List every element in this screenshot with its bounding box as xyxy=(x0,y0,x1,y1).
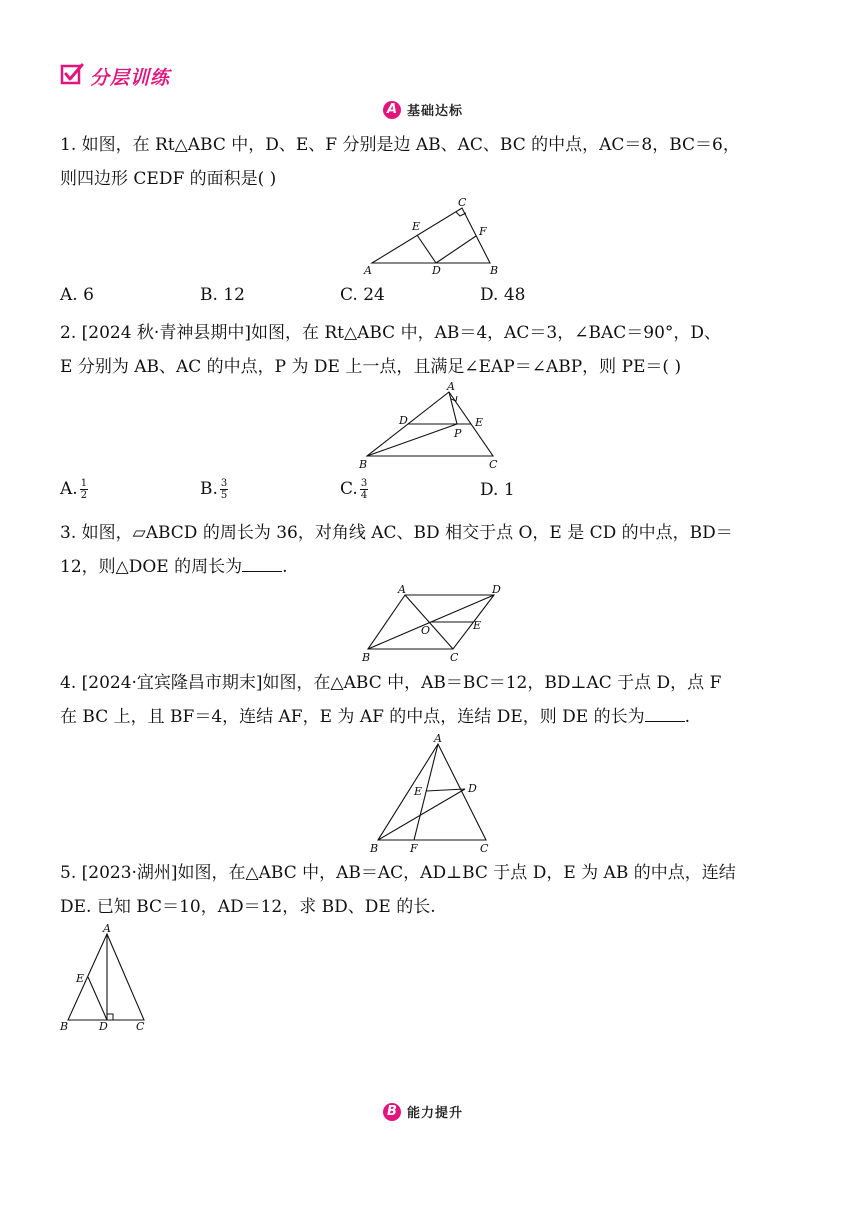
q3-label-c: C xyxy=(450,651,459,664)
q2-option-c-den: 4 xyxy=(360,490,368,501)
q3-label-a: A xyxy=(398,583,406,596)
q5-label-d: D xyxy=(99,1020,108,1033)
q5-label-e: E xyxy=(76,972,85,985)
q3-line1: 3. 如图，▱ABCD 的周长为 36，对角线 AC、BD 相交于点 O，E 是 CD 的中点，BD＝ xyxy=(60,523,733,543)
q5-label-c: C xyxy=(136,1020,145,1033)
q3-label-e: E xyxy=(473,619,482,632)
section-a-badge: A xyxy=(383,101,401,119)
q1-figure xyxy=(360,196,505,278)
question-2 xyxy=(60,316,805,384)
question-5 xyxy=(60,856,805,924)
q3-label-b: B xyxy=(362,651,371,664)
q2-label-c: C xyxy=(489,458,498,471)
q4-answer-blank[interactable] xyxy=(645,720,685,722)
q2-figure xyxy=(355,380,505,472)
q2-label-b: B xyxy=(359,458,368,471)
q4-label-e: E xyxy=(414,785,423,798)
q1-label-a: A xyxy=(364,264,372,277)
q2-option-c xyxy=(340,478,480,501)
q2-option-a-den: 2 xyxy=(80,490,88,501)
q4-label-f: F xyxy=(410,842,418,855)
q2-option-b-prefix: B. xyxy=(200,479,218,499)
q4-end: . xyxy=(684,707,690,727)
q1-option-d: D. 48 xyxy=(480,285,526,305)
q1-label-f: F xyxy=(479,225,487,238)
q3-line2: 12，则△DOE 的周长为 xyxy=(60,557,243,577)
q2-option-a-prefix: A. xyxy=(60,479,78,499)
q2-options xyxy=(60,478,620,501)
q4-label-c: C xyxy=(480,842,489,855)
q1-line2: 则四边形 CEDF 的面积是( ) xyxy=(60,169,277,189)
q5-line1: 5. [2023·湖州]如图，在△ABC 中，AB＝AC，AD⊥BC 于点 D，E 为 AB 的中点，连结 xyxy=(60,863,736,883)
header-title: 分层训练 xyxy=(90,66,171,89)
q4-line2: 在 BC 上，且 BF＝4，连结 AF，E 为 AF 的中点，连结 DE，则 DE 的长为 xyxy=(60,707,645,727)
q5-label-a: A xyxy=(103,922,111,935)
q4-line1: 4. [2024·宜宾隆昌市期末]如图，在△ABC 中，AB＝BC＝12，BD⊥AC 于点 D，点 F xyxy=(60,673,722,693)
section-b-label: 能力提升 xyxy=(407,1106,464,1121)
q4-figure xyxy=(364,732,499,856)
q2-label-d: D xyxy=(399,414,408,427)
q1-label-d: D xyxy=(432,264,441,277)
q3-end: . xyxy=(282,557,288,577)
section-a-label: 基础达标 xyxy=(407,104,464,119)
q2-option-a xyxy=(60,478,200,501)
q1-option-b: B. 12 xyxy=(200,285,245,305)
q2-option-c-num: 3 xyxy=(360,478,368,489)
section-a-heading xyxy=(383,100,463,119)
q1-option-a: A. 6 xyxy=(60,285,94,305)
question-1 xyxy=(60,128,805,196)
q4-label-d: D xyxy=(468,782,477,795)
q2-option-b-num: 3 xyxy=(220,478,228,489)
checkbox-check-icon xyxy=(60,62,84,90)
section-header xyxy=(60,62,170,90)
q2-line2: E 分别为 AB、AC 的中点，P 为 DE 上一点，且满足∠EAP＝∠ABP，则 PE＝( ) xyxy=(60,357,682,377)
q2-label-e: E xyxy=(475,416,484,429)
q3-answer-blank[interactable] xyxy=(242,570,282,572)
q2-label-a: A xyxy=(447,380,455,393)
q1-label-c: C xyxy=(458,196,467,209)
section-b-heading xyxy=(383,1102,463,1121)
q1-label-e: E xyxy=(412,220,421,233)
q1-option-c: C. 24 xyxy=(340,285,385,305)
q4-label-b: B xyxy=(370,842,379,855)
q2-line1: 2. [2024 秋·青神县期中]如图，在 Rt△ABC 中，AB＝4，AC＝3，∠BAC＝90°，D、 xyxy=(60,323,722,343)
q2-option-d: D. 1 xyxy=(480,479,515,500)
q3-figure xyxy=(360,582,505,664)
q3-label-d: D xyxy=(492,583,501,596)
section-b-badge: B xyxy=(383,1103,401,1121)
q2-option-c-prefix: C. xyxy=(340,479,358,499)
question-3 xyxy=(60,516,805,584)
q1-label-b: B xyxy=(490,264,499,277)
q5-label-b: B xyxy=(60,1020,69,1033)
q1-line1: 1. 如图，在 Rt△ABC 中，D、E、F 分别是边 AB、AC、BC 的中点，AC＝8，BC＝6， xyxy=(60,135,740,155)
q2-option-b xyxy=(200,478,340,501)
q2-option-b-den: 5 xyxy=(220,490,228,501)
q3-label-o: O xyxy=(421,624,431,637)
q5-line2: DE. 已知 BC＝10，AD＝12，求 BD、DE 的长. xyxy=(60,897,436,917)
q5-figure xyxy=(58,922,158,1038)
question-4 xyxy=(60,666,805,734)
q1-options xyxy=(60,285,620,305)
q2-label-p: P xyxy=(454,427,462,440)
q4-label-a: A xyxy=(434,732,442,745)
q2-option-a-num: 1 xyxy=(80,478,88,489)
